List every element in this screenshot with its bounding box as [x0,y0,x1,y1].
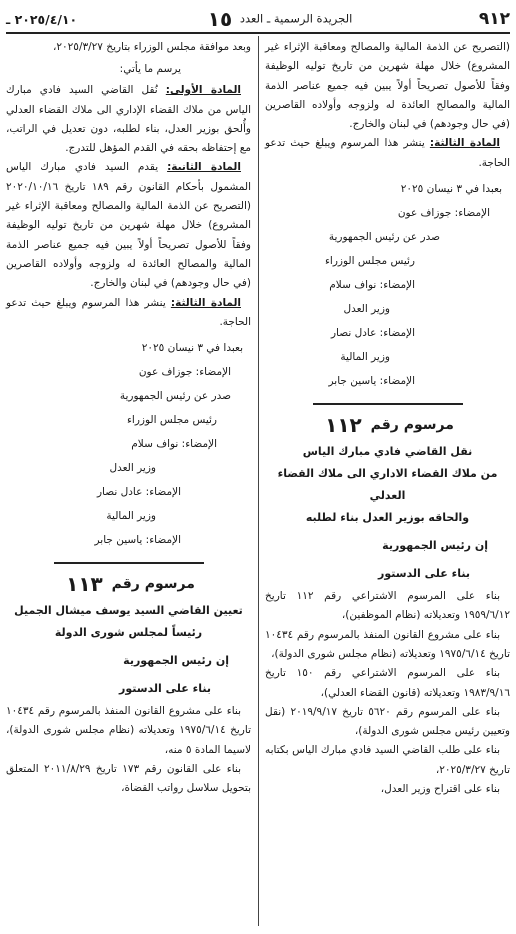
clause: بناء على القانون رقم ١٧٣ تاريخ ٢٠١١/٨/٢٩ المتعلق بتحويل سلاسل رواتب القضاة، [6,763,251,795]
article-1-label: المادة الأولى: [165,84,241,97]
gazette-label: الجريدة الرسمية ـ العدد [239,11,353,26]
decree-subject-line: تعيين القاضي السيد يوسف ميشال الجميل [14,604,243,618]
decree-title [6,572,251,596]
date-line: بعبدا في ٣ نيسان ٢٠٢٥ [141,342,243,355]
justice-minister-title: وزير العدل [343,303,390,316]
finance-minister-title: وزير المالية [106,510,156,523]
article-2-text: يقدم السيد فادي مبارك الياس المشمول بأحكام القانون رقم ١٨٩ تاريخ ٢٠٢٠/١٠/١٦ (التصريح عن الذمة المالية والمصالح ومعاقبة الإثراء غير المشروع) خلال مهلة شهرين من تاريخ توليه الوظيفة وفقاً للأصول تصريحاً أولاً يبين فيه جميع عناصر الذمة المالية والمصالح العائدة له ولزوجه وأولاده القاصرين (في حال وجودهم) في لبنان والخارج. [6,161,251,290]
article-1-text: نُقل القاضي السيد فادي مبارك الياس من ملاك القضاء الإداري الى ملاك القضاء العدلي وأُلحق بوزير العدل، بناء لطلبه، دون تعديل في الراتب، مع إحتفاظه بحقه في القدم المؤهل للتدرج. [6,84,251,155]
clause: بناء على طلب القاضي السيد فادي مبارك الياس بكتابه تاريخ ٢٠٢٥/٣/٢٧، [265,744,510,776]
president-heading: إن رئيس الجمهورية [382,539,488,553]
article-3-label: المادة الثالثة: [429,137,500,150]
president-heading: إن رئيس الجمهورية [123,654,229,668]
column-divider [258,36,259,926]
signature-president: الإمضاء: جوزاف عون [138,366,231,379]
clause: بناء على مشروع القانون المنفذ بالمرسوم رقم ١٠٤٣٤ تاريخ ١٩٧٥/٦/١٤ وتعديلاته (نظام مجلس شورى الدولة)، [265,628,510,660]
signature-justice: الإمضاء: عادل نصار [96,486,181,499]
constitution-heading: بناء على الدستور [119,682,211,696]
decree-subject-line: رئيساً لمجلس شورى الدولة [54,626,203,640]
decrees-line: يرسم ما يأتي: [119,63,181,76]
article-3 [6,294,251,333]
article-3-label: المادة الثالثة: [170,296,241,309]
article-2-label: المادة الثانية: [167,161,241,174]
finance-minister-title: وزير المالية [340,351,390,364]
decree-title [265,413,510,437]
article-3-text: ينشر هذا المرسوم ويبلغ حيث تدعو الحاجة. [6,296,251,328]
issue-date: ٢٠٢٥/٤/١٠ ـ [6,11,78,27]
signature-pm: الإمضاء: نواف سلام [131,438,217,451]
signature-pm: الإمضاء: نواف سلام [329,279,415,292]
date-line: بعبدا في ٣ نيسان ٢٠٢٥ [400,183,502,196]
decree-subject-line: من ملاك القضاء الاداري الى ملاك القضاء العدلي [277,467,498,503]
issue-number: ١٥ [207,7,233,31]
gazette-issue [204,7,353,31]
clause: بناء على المرسوم الاشتراعي رقم ١١٢ تاريخ ١٩٥٩/٦/١٢ وتعديلاته (نظام الموظفين)، [265,590,510,622]
section-divider [313,403,463,405]
article-3 [265,134,510,173]
decree-title-prefix: مرسوم رقم [111,576,195,593]
opening-line: وبعد موافقة مجلس الوزراء بتاريخ ٢٠٢٥/٣/٢٧، [53,41,251,53]
decree-subject-line: نقل القاضي فادي مبارك الياس [302,445,473,459]
justice-minister-title: وزير العدل [109,462,156,475]
signature-finance: الإمضاء: ياسين جابر [94,534,181,547]
issued-by: صدر عن رئيس الجمهورية [119,390,231,403]
decree-subject-line: والحاقه بوزير العدل بناء لطلبه [305,511,470,525]
article-2 [6,158,251,293]
page-number: ٩١٢ [478,9,510,29]
clause: بناء على المرسوم الاشتراعي رقم ١٥٠ تاريخ ١٩٨٣/٩/١٦ وتعديلاته (قانون القضاء العدلي)، [265,667,510,699]
clause: بناء على المرسوم رقم ٥٦٢٠ تاريخ ٢٠١٩/٩/١٧ (نقل وتعيين رئيس مجلس شورى الدولة)، [265,705,510,738]
left-column [6,38,251,799]
right-column [265,38,510,799]
signature-president: الإمضاء: جوزاف عون [397,207,490,220]
page-header [6,6,510,34]
article-3-text: ينشر هذا المرسوم ويبلغ حيث تدعو الحاجة. [265,137,510,169]
decree-number: ١١٣ [66,572,103,597]
issued-by: صدر عن رئيس الجمهورية [328,231,440,244]
decree-title-prefix: مرسوم رقم [370,417,454,434]
article-1 [6,81,251,158]
clause: بناء على اقتراح وزير العدل، [380,783,500,796]
pm-title: رئيس مجلس الوزراء [324,255,415,268]
clause: بناء على مشروع القانون المنفذ بالمرسوم رقم ١٠٤٣٤ تاريخ ١٩٧٥/٦/١٤ وتعديلاته (نظام مجلس شورى الدولة)، لاسيما المادة ٥ منه، [6,705,251,756]
pm-title: رئيس مجلس الوزراء [126,414,217,427]
constitution-heading: بناء على الدستور [378,567,470,581]
decree-number: ١١٢ [325,413,362,438]
section-divider [54,562,204,564]
signature-finance: الإمضاء: ياسين جابر [328,375,415,388]
signature-justice: الإمضاء: عادل نصار [330,327,415,340]
continued-paragraph: (التصريح عن الذمة المالية والمصالح ومعاقبة الإثراء غير المشروع) خلال مهلة شهرين من تاريخ توليه الوظيفة وفقاً للأصول تصريحاً أولاً يبين فيه جميع عناصر الذمة المالية والمصالح العائدة له ولزوجه وأولاده القاصرين (في حال وجودهم) في لبنان والخارج. [265,41,510,131]
